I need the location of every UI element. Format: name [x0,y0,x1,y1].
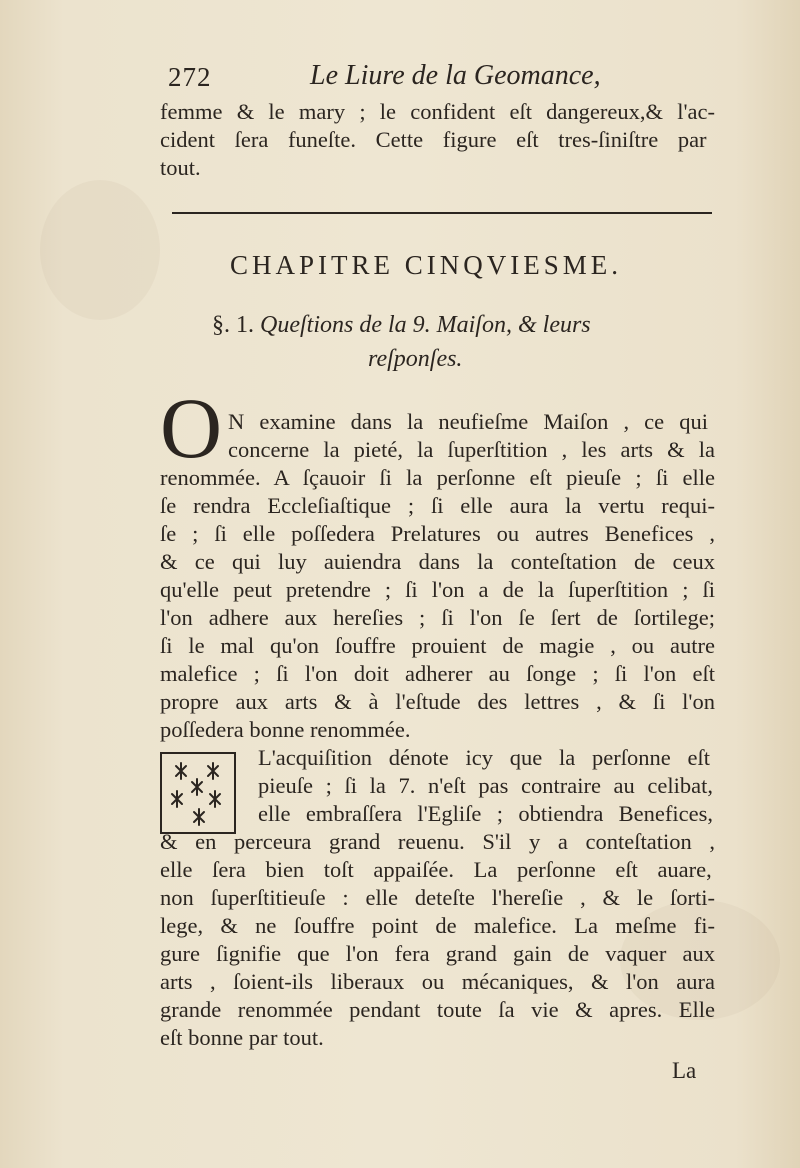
text-line: arts , ſoient-ils liberaux ou mécaniques, & l'on aura [160,969,715,994]
chapter-title: CHAPITRE CINQVIESME. [230,250,623,280]
section-title-continued: reſponſes. [368,346,463,372]
page-number: 272 [168,62,212,92]
geomantic-figure [160,752,236,834]
catchword: La [672,1058,697,1083]
text-line: qu'elle peut pretendre ; ſi l'on a de la ſuperſtition ; ſi [160,577,715,602]
text-line: & en perceura grand reuenu. S'il y a conteſtation , [160,829,715,854]
text-line: tout. [160,155,201,180]
text-line: gure ſignifie que l'on fera grand gain de vaquer aux [160,941,715,966]
text-line: renommée. A ſçauoir ſi la perſonne eſt pieuſe ; ſi elle [160,465,715,490]
text-line: pieuſe ; ſi la 7. n'eſt pas contraire au celibat, [258,773,713,798]
text-line: l'on adhere aux hereſies ; ſi l'on ſe ſert de ſortilege; [160,605,715,630]
section-rule [172,212,712,214]
paper-stain [40,180,160,320]
running-title: Le Liure de la Geomance, [310,60,601,91]
text-line: ſi le mal qu'on ſouffre prouient de magie , ou autre [160,633,715,658]
text-line: propre aux arts & à l'eſtude des lettres , & ſi l'on [160,689,715,714]
text-line: N examine dans la neufieſme Maiſon , ce qui [228,409,708,434]
text-line: poſſedera bonne renommée. [160,717,411,742]
section-title: Queſtions de la 9. Maiſon, & leurs [260,312,591,338]
text-line: femme & le mary ; le confident eſt dangereux,& l'ac- [160,99,715,124]
section-label: §. 1. [212,312,254,338]
text-line: elle embraſſera l'Egliſe ; obtiendra Benefices, [258,801,713,826]
text-line: elle ſera bien toſt appaiſée. La perſonne eſt auare, [160,857,712,882]
geomantic-figure-icon [162,754,234,832]
text-line: & ce qui luy auiendra dans la conteſtation de ceux [160,549,715,574]
page-header [168,58,718,98]
text-line: eſt bonne par tout. [160,1025,324,1050]
text-line: ſe ; ſi elle poſſedera Prelatures ou autres Benefices , [160,521,715,546]
section-heading [212,312,591,339]
text-line: ſe rendra Eccleſiaſtique ; ſi elle aura la vertu requi- [160,493,715,518]
drop-cap: O [160,380,223,476]
text-line: cident ſera funeſte. Cette figure eſt tres-ſiniſtre par [160,127,707,152]
text-line: concerne la pieté, la ſuperſtition , les arts & la [228,437,715,462]
text-line: L'acquiſition dénote icy que la perſonne eſt [258,745,710,770]
text-line: grande renommée pendant toute ſa vie & apres. Elle [160,997,715,1022]
text-line: lege, & ne ſouffre point de malefice. La meſme fi- [160,913,715,938]
text-line: non ſuperſtitieuſe : elle deteſte l'hereſie , & le ſorti- [160,885,715,910]
text-line: malefice ; ſi l'on doit adherer au ſonge ; ſi l'on eſt [160,661,715,686]
